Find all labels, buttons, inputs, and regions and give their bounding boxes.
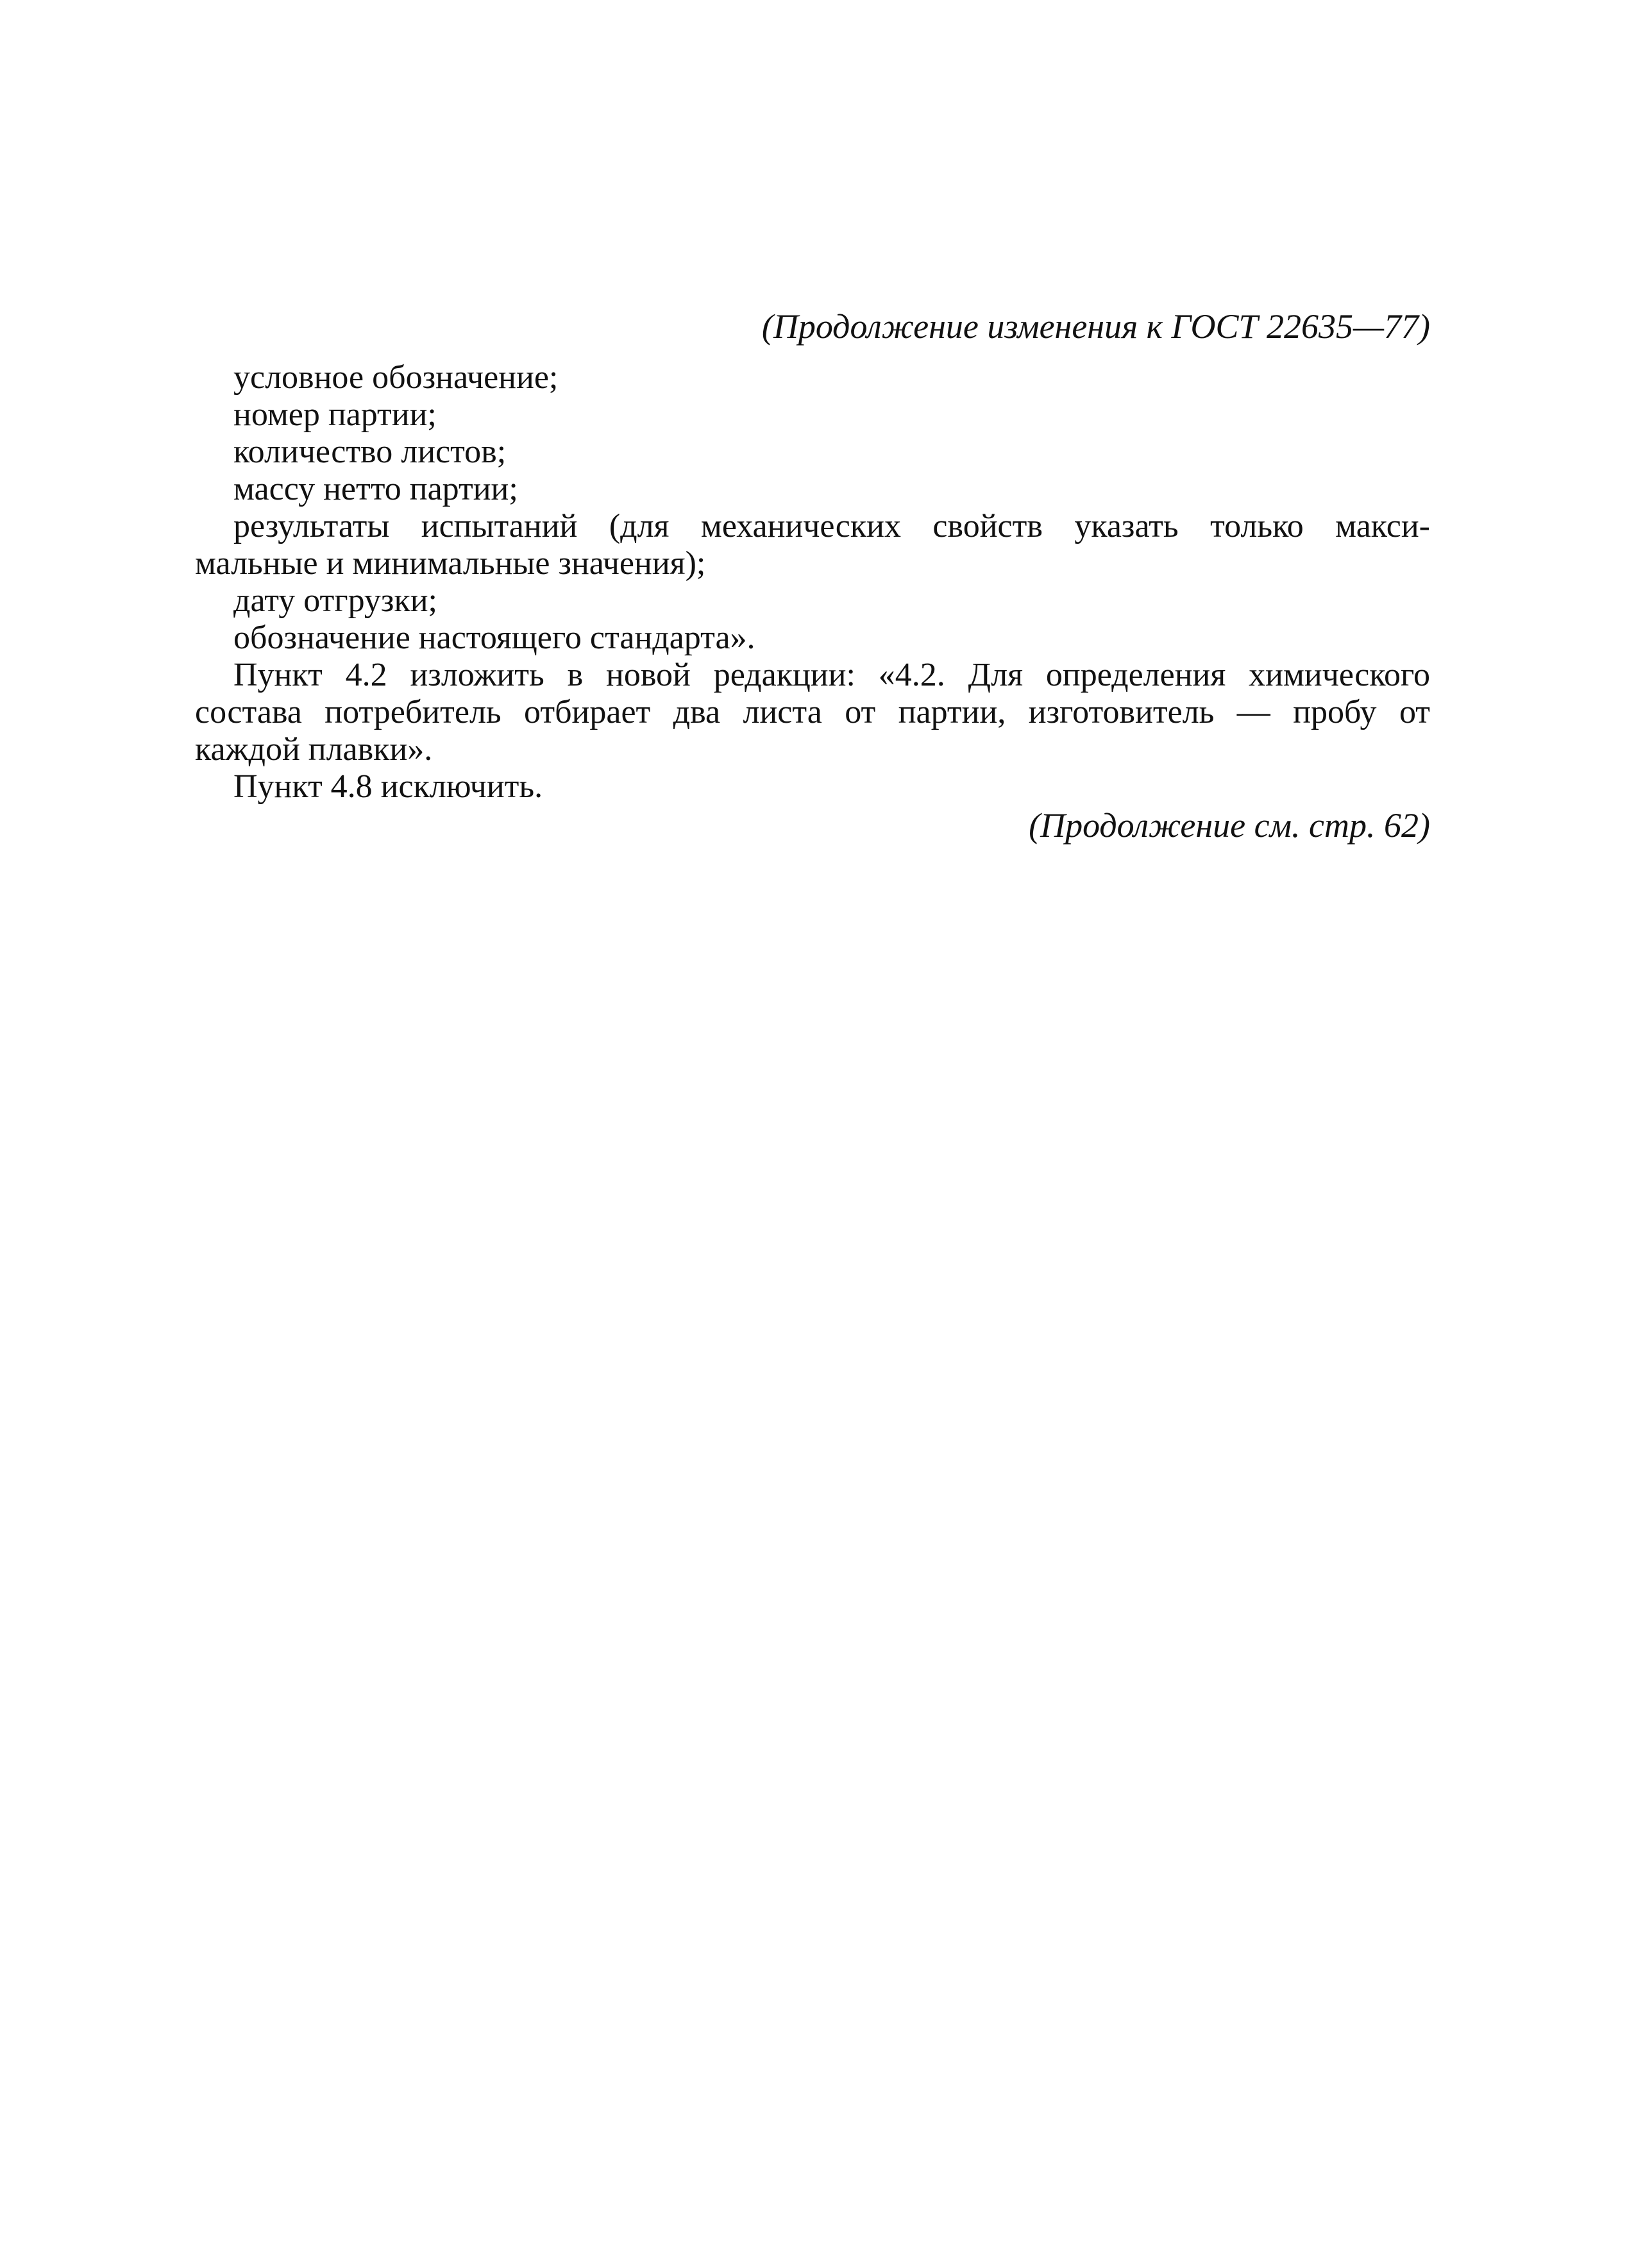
amendment-body [195,359,1430,805]
list-item: условное обозначение; [233,359,559,396]
test-results-continuation: мальные и минимальные значения); [195,545,706,582]
continuation-header: (Продолжение изменения к ГОСТ 22635—77) [761,307,1430,346]
shipment-date-item: дату отгрузки; [233,582,437,619]
clause-4-2-line: Пункт 4.2 изложить в новой редакции: «4.2. Для определения химического [233,657,1430,693]
list-item: количество листов; [233,434,507,470]
standard-designation-item: обозначение настоящего стандарта». [233,619,755,656]
test-results-line: результаты испытаний (для механических свойств указать только макси- [233,508,1430,544]
clause-4-2-line: каждой плавки». [195,731,433,768]
continuation-footer: (Продолжение см. стр. 62) [1029,806,1430,845]
clause-4-2-line: состава потребитель отбирает два листа от партии, изготовитель — пробу от [195,694,1430,730]
clause-4-8: Пункт 4.8 исключить. [233,768,543,805]
list-item: массу нетто партии; [233,471,518,507]
list-item: номер партии; [233,396,437,433]
